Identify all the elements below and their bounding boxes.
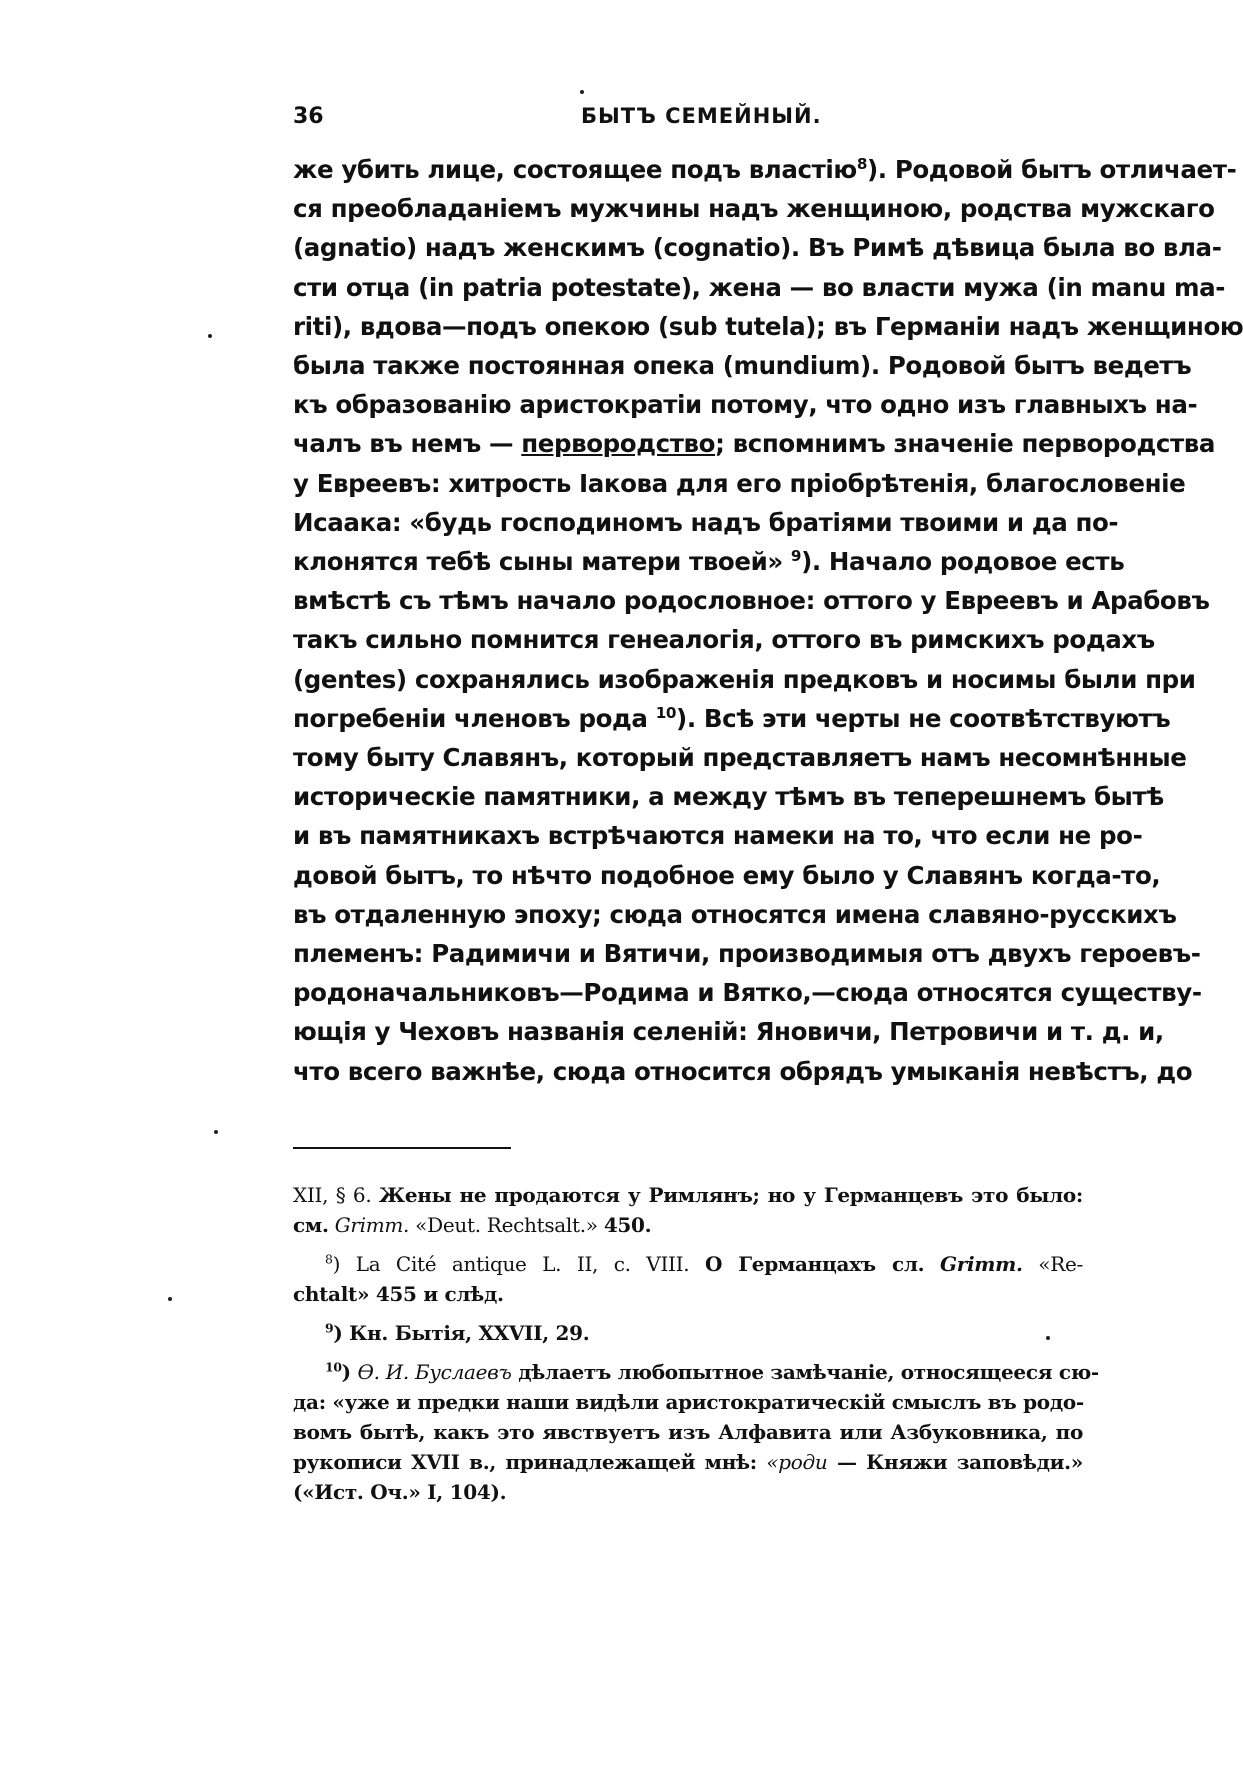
text-line: сти отца (in patria potestate), жена — во власти мужа (in manu ma- <box>293 272 1226 302</box>
scan-speck <box>214 1130 218 1134</box>
footnotes <box>293 1180 1099 1516</box>
text-line: и въ памятникахъ встрѣчаются намеки на то, что если не ро- <box>293 821 1143 851</box>
footnote-marker: 9 <box>325 1320 334 1336</box>
text-line: къ образованію аристократіи потому, что одно изъ главныхъ на- <box>293 390 1198 420</box>
chapter-title: БЫТЪ СЕМЕЙНЫЙ. <box>581 104 822 128</box>
scan-speck <box>208 334 212 338</box>
text-line: такъ сильно помнится генеалогія, оттого въ римскихъ родахъ <box>293 625 1155 655</box>
footnote-10 <box>293 1357 1099 1507</box>
footnote-marker: 8 <box>325 1251 333 1267</box>
text-line: ющія у Чеховъ названія селеній: Яновичи, Петровичи и т. д. и, <box>293 1017 1164 1047</box>
text-line: довой бытъ, то нѣчто подобное ему было у Славянъ когда-то, <box>293 860 1161 890</box>
footnote-separator <box>293 1147 511 1149</box>
footnote-line: $^8$) La Cité antique L. II, c. VIII. О Германцахъ сл. Grimm. «Re- <box>325 1251 1083 1276</box>
running-head <box>293 104 1083 134</box>
text-line: историческіе памятники, а между тѣмъ въ теперешнемъ бытѣ <box>293 782 1164 812</box>
text-line: что всего важнѣе, сюда относится обрядъ умыканія невѣстъ, до <box>293 1056 1193 1086</box>
text-line: племенъ: Радимичи и Вятичи, производимыя отъ двухъ героевъ- <box>293 939 1201 969</box>
text-line: Исаака: «будь господиномъ надъ братіями твоими и да по- <box>293 507 1119 537</box>
text-line: (gentes) сохранялись изображенія предковъ и носимы были при <box>293 664 1196 694</box>
text-line: у Евреевъ: хитрость Іакова для его пріобрѣтенія, благословеніе <box>293 468 1186 498</box>
footnote-line: рукописи XVII в., принадлежащей мнѣ: «роди — Княжи заповѣди.» <box>293 1450 1084 1474</box>
footnote-line: вомъ бытѣ, какъ это явствуетъ изъ Алфавита или Азбуковника, по <box>293 1420 1083 1444</box>
footnote-ref[interactable]: 9 <box>790 546 802 565</box>
footnote-ref[interactable]: 8 <box>856 154 867 173</box>
footnote-line: chtalt» 455 и слѣд. <box>293 1282 504 1306</box>
text-line: погребеніи членовъ рода $^{10}$). Всѣ эти черты не соотвѣтствуютъ <box>293 703 1171 733</box>
text-line: клонятся тебѣ сыны матери твоей» $^9$). Начало родовое есть <box>293 546 1125 577</box>
footnote-line: («Ист. Оч.» I, 104). <box>293 1480 507 1504</box>
footnote-8 <box>293 1249 1083 1309</box>
footnote-line: $^{10}$) Ѳ. И. Буслаевъ дѣлаетъ любопытное замѣчаніе, относящееся сю- <box>325 1359 1099 1384</box>
scan-speck <box>1046 1336 1050 1340</box>
footnote-continuation <box>293 1180 1083 1240</box>
text-line: (agnatio) надъ женскимъ (cognatio). Въ Римѣ дѣвица была во вла- <box>293 233 1222 263</box>
text-line: же убить лице, состоящее подъ властію$^8$). Родовой бытъ отличает- <box>293 154 1237 184</box>
footnote-marker: 10 <box>325 1359 342 1375</box>
scan-speck <box>580 90 584 94</box>
footnote-9 <box>293 1318 1083 1348</box>
body-text <box>293 150 1243 1091</box>
footnote-line: да: «уже и предки наши видѣли аристократическій смыслъ въ родо- <box>293 1390 1084 1414</box>
footnote-line: $^9$) Кн. Бытія, XXVII, 29. <box>325 1320 590 1345</box>
scan-speck <box>168 1297 172 1301</box>
text-line: въ отдаленную эпоху; сюда относятся имена славяно-русскихъ <box>293 899 1177 929</box>
text-line: ся преобладаніемъ мужчины надъ женщиною, родства мужскаго <box>293 194 1215 224</box>
text-line: была также постоянная опека (mundium). Родовой бытъ ведетъ <box>293 351 1192 381</box>
text-line: тому быту Славянъ, который представляетъ намъ несомнѣнные <box>293 743 1187 773</box>
footnote-line: XII, § 6. Жены не продаются у Римлянъ; но у Германцевъ это было: <box>293 1183 1083 1207</box>
underlined-word: первородство <box>521 429 716 459</box>
footnote-ref[interactable]: 10 <box>655 703 677 722</box>
text-line: вмѣстѣ съ тѣмъ начало родословное: оттого у Евреевъ и Арабовъ <box>293 586 1210 616</box>
page-number: 36 <box>293 104 324 129</box>
text-line: riti), вдова—подъ опекою (sub tutela); въ Германіи надъ женщиною <box>293 311 1243 341</box>
footnote-line: см. Grimm. «Deut. Rechtsalt.» 450. <box>293 1213 652 1237</box>
text-line: чалъ въ немъ — первородство; вспомнимъ значеніе первородства <box>293 429 1216 459</box>
text-line: родоначальниковъ—Родима и Вятко,—сюда относятся существу- <box>293 978 1202 1008</box>
